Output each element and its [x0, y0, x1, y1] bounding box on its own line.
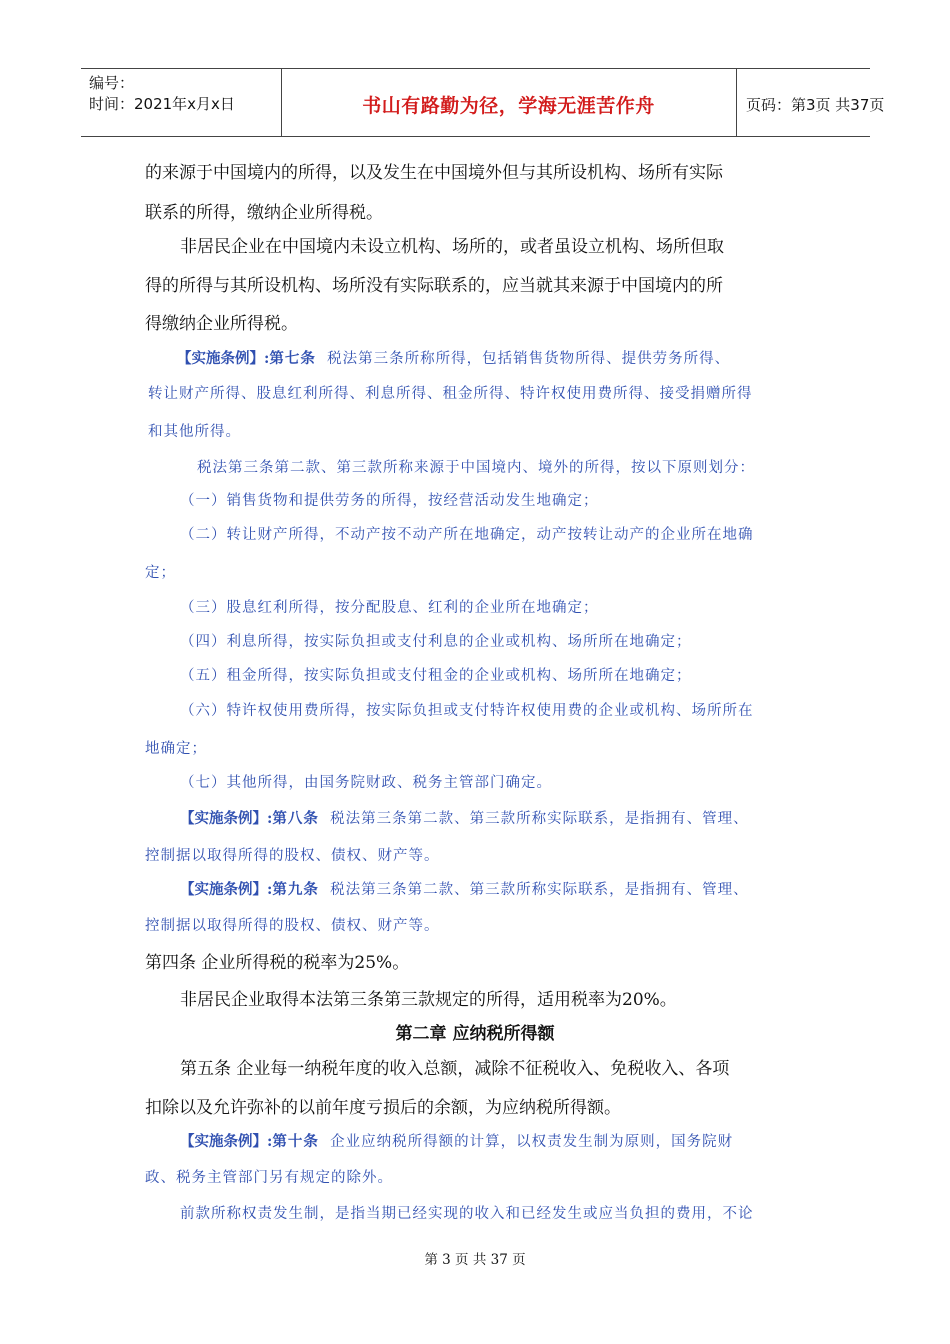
list-item: （五）租金所得，按实际负担或支付租金的企业或机构、场所所在地确定；	[180, 668, 692, 684]
list-item-continuation: 定；	[145, 565, 176, 581]
header-motto: 书山有路勤为径，学海无涯苦作舟	[362, 95, 655, 117]
body-line: 非居民企业取得本法第三条第三款规定的所得，适用税率为20%。	[180, 990, 677, 1010]
regulation-line: 转让财产所得、股息红利所得、利息所得、租金所得、特许权使用费所得、接受捐赠所得	[148, 386, 753, 402]
list-item: （三）股息红利所得，按分配股息、红利的企业所在地确定；	[180, 600, 599, 616]
body-line: 非居民企业在中国境内未设立机构、场所的，或者虽设立机构、场所但取	[180, 237, 724, 257]
list-item-continuation: 地确定；	[145, 741, 207, 757]
list-item: （二）转让财产所得，不动产按不动产所在地确定，动产按转让动产的企业所在地确	[180, 527, 754, 543]
article-number: 第七条	[269, 350, 316, 367]
body-line: 联系的所得，缴纳企业所得税。	[145, 203, 383, 223]
regulation-line: 前款所称权责发生制，是指当期已经实现的收入和已经发生或应当负担的费用，不论	[180, 1206, 754, 1222]
body-line: 扣除以及允许弥补的以前年度亏损后的余额，为应纳税所得额。	[145, 1098, 621, 1118]
regulation-line: 和其他所得。	[148, 424, 241, 440]
regulation-article-9: 【实施条例】:第九条 税法第三条第二款、第三款所称实际联系，是指拥有、管理、	[180, 881, 749, 898]
article-number: 第十条	[272, 1133, 319, 1150]
chapter-title: 第二章 应纳税所得额	[395, 1024, 555, 1044]
header-meta-cell	[81, 69, 282, 136]
article-number: 第九条	[272, 881, 319, 898]
regulation-label: 【实施条例】	[180, 881, 267, 898]
regulation-label: 【实施条例】	[180, 810, 267, 827]
header-page-number: 页码：第3页 共37页	[746, 96, 885, 114]
header-motto-cell	[281, 69, 737, 136]
regulation-label: 【实施条例】	[177, 350, 264, 367]
list-item: （六）特许权使用费所得，按实际负担或支付特许权使用费的企业或机构、场所所在	[180, 703, 754, 719]
list-item: （一）销售货物和提供劳务的所得，按经营活动发生地确定；	[180, 493, 599, 509]
list-item: （七）其他所得，由国务院财政、税务主管部门确定。	[180, 775, 552, 791]
regulation-article-7: 【实施条例】:第七条 税法第三条所称所得，包括销售货物所得、提供劳务所得、	[177, 350, 731, 367]
header-page-cell	[736, 69, 885, 136]
regulation-line: 控制据以取得所得的股权、债权、财产等。	[145, 918, 440, 934]
body-line: 第四条 企业所得税的税率为25%。	[145, 953, 410, 973]
body-line: 的来源于中国境内的所得，以及发生在中国境外但与其所设机构、场所有实际	[145, 163, 723, 183]
page-footer: 第 3 页 共 37 页	[424, 1252, 526, 1268]
regulation-line: 控制据以取得所得的股权、债权、财产等。	[145, 848, 440, 864]
body-line: 第五条 企业每一纳税年度的收入总额，减除不征税收入、免税收入、各项	[180, 1059, 730, 1079]
list-item: （四）利息所得，按实际负担或支付利息的企业或机构、场所所在地确定；	[180, 634, 692, 650]
body-line: 得的所得与其所设机构、场所没有实际联系的，应当就其来源于中国境内的所	[145, 276, 723, 296]
regulation-article-10: 【实施条例】:第十条 企业应纳税所得额的计算，以权责发生制为原则，国务院财	[180, 1133, 734, 1150]
regulation-line: 税法第三条第二款、第三款所称来源于中国境内、境外的所得，按以下原则划分：	[197, 460, 755, 476]
page-header	[81, 68, 885, 137]
article-number: 第八条	[272, 810, 319, 827]
doc-number-label: 编号：	[89, 74, 135, 92]
regulation-article-8: 【实施条例】:第八条 税法第三条第二款、第三款所称实际联系，是指拥有、管理、	[180, 810, 749, 827]
body-line: 得缴纳企业所得税。	[145, 314, 298, 334]
doc-time-label: 时间：2021年x月x日	[89, 95, 235, 113]
regulation-line: 政、税务主管部门另有规定的除外。	[145, 1170, 393, 1186]
regulation-label: 【实施条例】	[180, 1133, 267, 1150]
